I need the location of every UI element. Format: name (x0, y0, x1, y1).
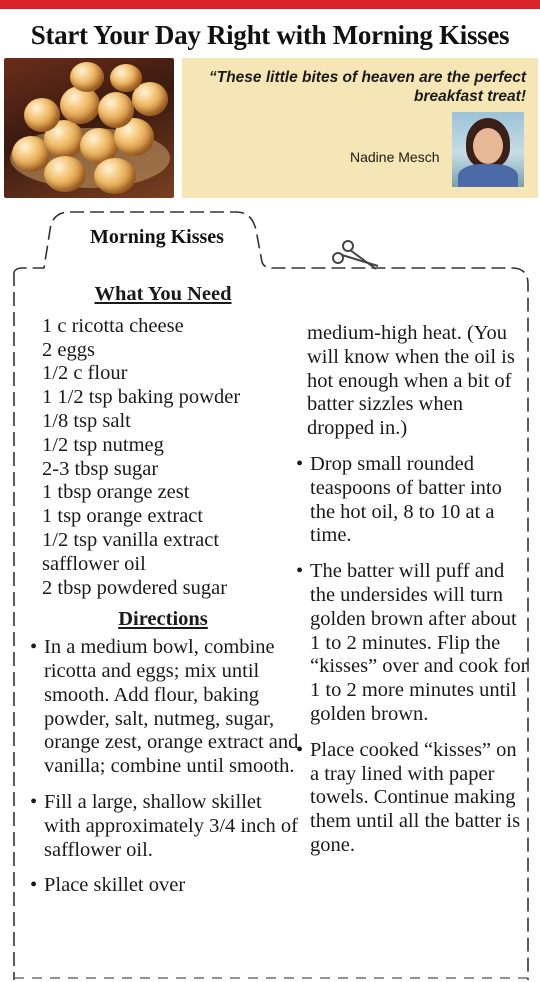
top-accent-bar (0, 0, 540, 9)
direction-text: In a medium bowl, combine ricotta and eggs; mix until smooth. Add flour, baking powder, salt, nutmeg, sugar, orange zest, orange extract and vanilla; combine until smooth. (44, 636, 299, 778)
ingredient-item: 2-3 tbsp sugar (42, 457, 159, 480)
ingredient-item: 1/2 c flour (42, 362, 128, 385)
quote-box (182, 58, 538, 198)
bottom-cut-line (0, 975, 540, 981)
ingredient-item: 1 c ricotta cheese (42, 314, 184, 337)
pull-quote: “These little bites of heaven are the perfect breakfast treat! (209, 69, 526, 105)
direction-text: Place skillet over (44, 874, 186, 897)
direction-text: The batter will puff and the undersides will turn golden brown after about 1 to 2 minutes. Flip the “kisses” over and cook for 1 to 2 more minutes until golden brown. (310, 560, 528, 725)
direction-step (30, 874, 300, 898)
ingredient-item: 1/2 tsp vanilla extract (42, 528, 220, 551)
recipe-right-column (296, 322, 528, 870)
direction-text: Fill a large, shallow skillet with approximately 3/4 inch of safflower oil. (44, 790, 298, 861)
ingredient-item: 2 tbsp powdered sugar (42, 576, 228, 599)
direction-step-continued: medium-high heat. (You will know when the oil is hot enough when a bit of batter sizzles when dropped in.) (307, 322, 515, 440)
direction-text: Place cooked “kisses” on a tray lined with paper towels. Continue making them until all the batter is gone. (310, 738, 521, 856)
bullet-icon: • (30, 790, 38, 813)
ingredient-list (42, 315, 300, 601)
bullet-icon: • (296, 560, 304, 583)
nadine-mesch-portrait (452, 112, 524, 187)
scissors-icon (330, 236, 382, 272)
directions-list-continued (296, 453, 528, 858)
ingredient-item: 1 1/2 tsp baking powder (42, 386, 241, 409)
ingredients-heading: What You Need (94, 283, 232, 305)
direction-step (296, 560, 528, 727)
directions-heading: Directions (118, 608, 208, 631)
morning-kisses-photo (4, 58, 174, 198)
bullet-icon: • (30, 636, 38, 659)
ingredient-item: 1/8 tsp salt (42, 409, 131, 432)
direction-step (296, 453, 528, 548)
bullet-icon: • (296, 452, 304, 475)
direction-step (30, 636, 300, 779)
direction-step (30, 791, 300, 862)
quote-author: Nadine Mesch (350, 149, 440, 165)
ingredient-item: 1 tsp orange extract (42, 505, 204, 528)
direction-step (296, 739, 528, 858)
ingredient-item: 1 tbsp orange zest (42, 481, 190, 504)
ingredient-item: 1/2 tsp nutmeg (42, 433, 164, 456)
article-headline: Start Your Day Right with Morning Kisses (30, 20, 510, 50)
direction-text: Drop small rounded teaspoons of batter into the hot oil, 8 to 10 at a time. (310, 452, 502, 547)
recipe-left-column (30, 283, 300, 910)
recipe-card-title: Morning Kisses (90, 226, 224, 248)
bullet-icon: • (30, 874, 38, 897)
ingredient-item: 2 eggs (42, 338, 95, 361)
directions-list (30, 636, 300, 898)
bullet-icon: • (296, 738, 304, 761)
ingredient-item: safflower oil (42, 552, 146, 575)
